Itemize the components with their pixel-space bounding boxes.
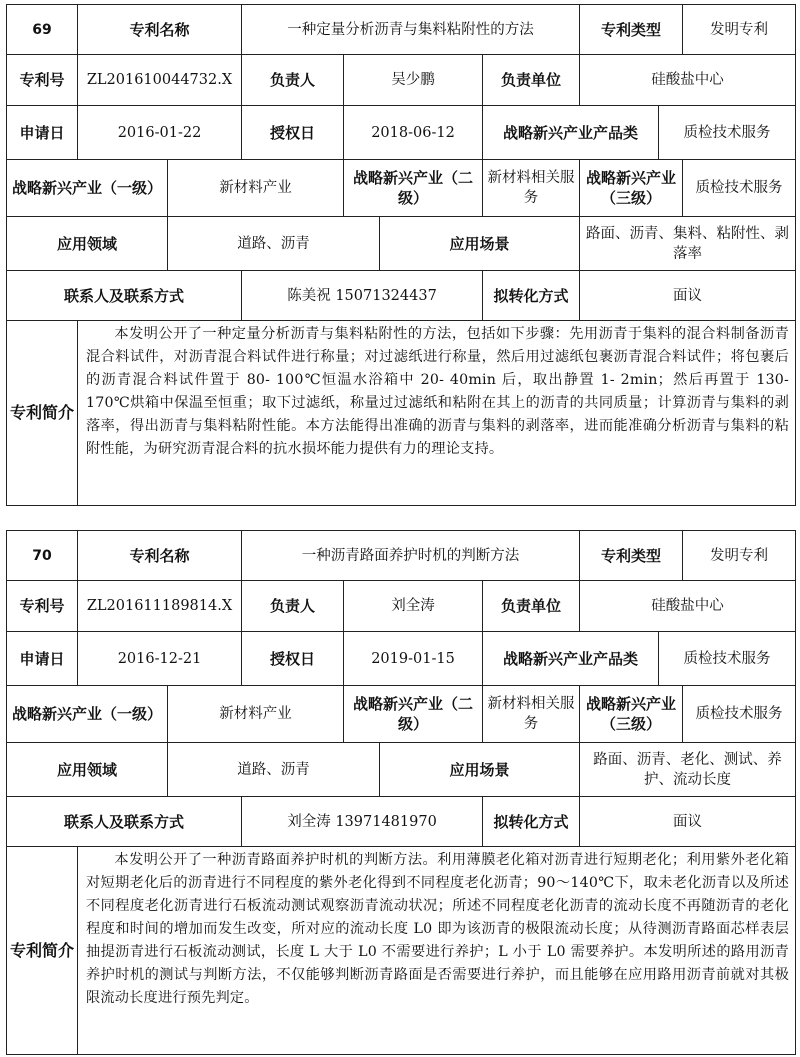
level3: 质检技术服务: [683, 686, 796, 743]
label-patent-name: 专利名称: [78, 531, 242, 581]
abstract-text: 本发明公开了一种定量分析沥青与集料粘附性的方法，包括如下步骤：先用沥青于集料的混合料制备沥青混合料试件，对沥青混合料试件进行称量；对过滤纸进行称量，然后用过滤纸包裹沥青混合料试件；将包裹后的沥青混合料试件置于 80- 100℃恒温水浴箱中 20- 40min 后，取出静置 1- 2min；然后再置于 130- 170℃烘箱中保温至恒重；取下过滤纸，称量过过滤纸和粘附在其上的沥青的共同质量；计算沥青与集料的剥落率，得出沥青与集料粘附性能。本方法能得出准确的沥青与集料的剥落率，进而能准确分析沥青与集料的粘附性能，为研究沥青混合料的抗水损坏能力提供有力的理论支持。: [86, 326, 790, 457]
record-index: 69: [7, 5, 78, 55]
label-field: 应用领域: [7, 743, 168, 797]
patent-card-70: [6, 530, 795, 1055]
contact: 刘全涛 13971481970: [242, 797, 483, 847]
label-grant-date: 授权日: [242, 632, 344, 686]
category: 质检技术服务: [659, 106, 796, 160]
label-field: 应用领域: [7, 217, 168, 271]
label-patent-type: 专利类型: [580, 531, 683, 581]
owner: 刘全涛: [344, 581, 483, 632]
patent-no: ZL201611189814.X: [78, 581, 242, 632]
label-contact: 联系人及联系方式: [7, 271, 242, 321]
label-patent-no: 专利号: [7, 55, 78, 106]
label-level1: 战略新兴产业（一级）: [7, 686, 168, 743]
patent-type: 发明专利: [683, 5, 796, 55]
unit: 硅酸盐中心: [580, 55, 796, 106]
label-level3: 战略新兴产业（三级）: [580, 160, 683, 217]
patent-card-69: [6, 4, 795, 506]
label-patent-name: 专利名称: [78, 5, 242, 55]
patent-name: 一种定量分析沥青与集料粘附性的方法: [242, 5, 580, 55]
abstract-text: 本发明公开了一种沥青路面养护时机的判断方法。利用薄膜老化箱对沥青进行短期老化；利用紫外老化箱对短期老化后的沥青进行不同程度的紫外老化得到不同程度老化沥青；90～140℃下，取未老化沥青以及所述不同程度老化沥青进行石板流动测试观察沥青流动状况；所述不同程度老化沥青的流动长度不再随沥青的老化程度和时间的增加而发生改变，所对应的流动长度 L0 即为该沥青的极限流动长度；从待测沥青路面芯样表层抽提沥青进行石板流动测试，长度 L 大于 L0 不需要进行养护；L 小于 L0 需要养护。本发明所述的路用沥青养护时机的测试与判断方法，不仅能够判断沥青路面是否需要进行养护，而且能够在应用路用沥青前就对其极限流动长度进行预先判定。: [86, 852, 790, 1006]
grant-date: 2018-06-12: [344, 106, 483, 160]
label-transfer: 拟转化方式: [483, 271, 580, 321]
label-transfer: 拟转化方式: [483, 797, 580, 847]
label-category: 战略新兴产业产品类: [483, 106, 659, 160]
record-index: 70: [7, 531, 78, 581]
grant-date: 2019-01-15: [344, 632, 483, 686]
label-scene: 应用场景: [380, 217, 580, 271]
level2: 新材料相关服务: [483, 160, 580, 217]
level1: 新材料产业: [168, 686, 344, 743]
level1: 新材料产业: [168, 160, 344, 217]
scene: 路面、沥青、老化、测试、养护、流动长度: [580, 743, 796, 797]
label-abstract: 专利简介: [7, 847, 78, 1055]
category: 质检技术服务: [659, 632, 796, 686]
patent-name: 一种沥青路面养护时机的判断方法: [242, 531, 580, 581]
owner: 吴少鹏: [344, 55, 483, 106]
level3: 质检技术服务: [683, 160, 796, 217]
label-unit: 负责单位: [483, 581, 580, 632]
patent-type: 发明专利: [683, 531, 796, 581]
label-level2: 战略新兴产业（二级）: [344, 160, 483, 217]
label-unit: 负责单位: [483, 55, 580, 106]
label-level3: 战略新兴产业（三级）: [580, 686, 683, 743]
label-owner: 负责人: [242, 55, 344, 106]
label-level1: 战略新兴产业（一级）: [7, 160, 168, 217]
label-owner: 负责人: [242, 581, 344, 632]
apply-date: 2016-01-22: [78, 106, 242, 160]
level2: 新材料相关服务: [483, 686, 580, 743]
label-grant-date: 授权日: [242, 106, 344, 160]
transfer: 面议: [580, 271, 796, 321]
label-apply-date: 申请日: [7, 632, 78, 686]
field: 道路、沥青: [168, 743, 380, 797]
label-apply-date: 申请日: [7, 106, 78, 160]
abstract: [78, 847, 796, 1055]
label-contact: 联系人及联系方式: [7, 797, 242, 847]
label-scene: 应用场景: [380, 743, 580, 797]
contact: 陈美祝 15071324437: [242, 271, 483, 321]
scene: 路面、沥青、集料、粘附性、剥落率: [580, 217, 796, 271]
label-abstract: 专利简介: [7, 321, 78, 506]
abstract: [78, 321, 796, 506]
label-patent-no: 专利号: [7, 581, 78, 632]
unit: 硅酸盐中心: [580, 581, 796, 632]
label-category: 战略新兴产业产品类: [483, 632, 659, 686]
apply-date: 2016-12-21: [78, 632, 242, 686]
label-patent-type: 专利类型: [580, 5, 683, 55]
patent-no: ZL201610044732.X: [78, 55, 242, 106]
transfer: 面议: [580, 797, 796, 847]
label-level2: 战略新兴产业（二级）: [344, 686, 483, 743]
field: 道路、沥青: [168, 217, 380, 271]
